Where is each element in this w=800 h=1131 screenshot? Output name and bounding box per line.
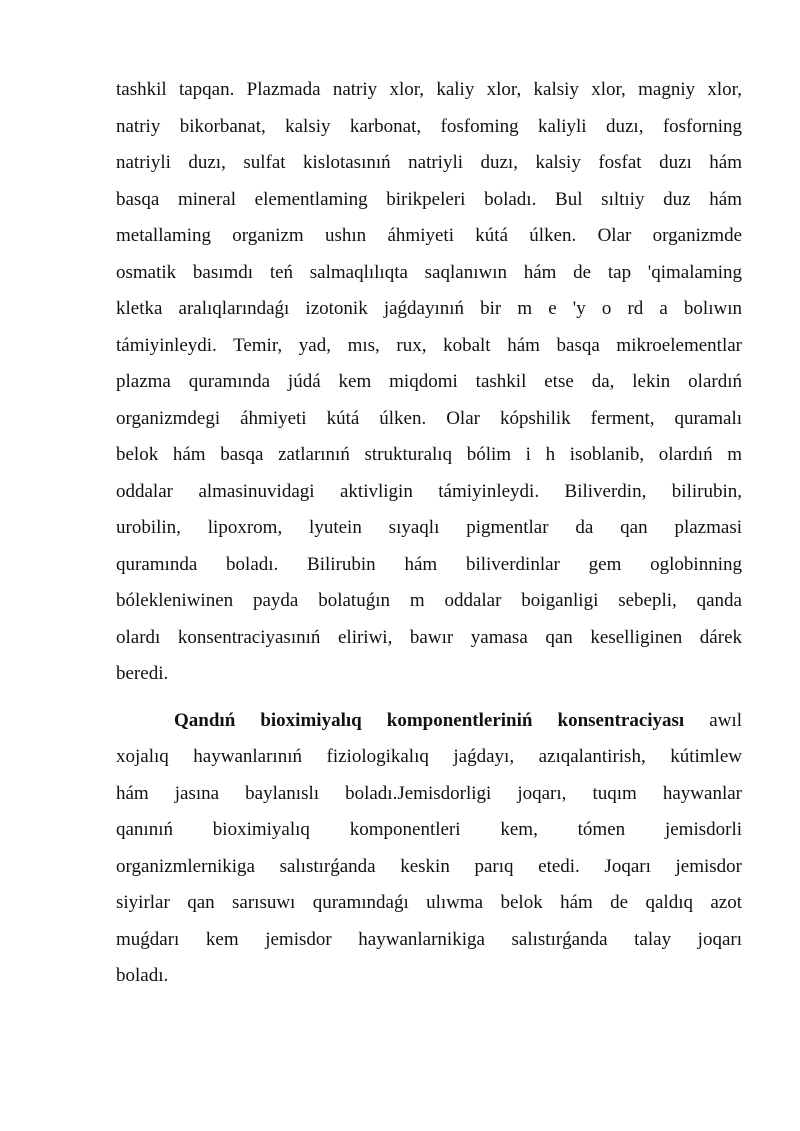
text-line: qanınıń bioximiyalıq komponentleri kem, tómen jemisdorli <box>116 819 742 840</box>
text-line: oddalar almasinuvidagi aktivligin támiyinleydi. Biliverdin, bilirubin, <box>116 480 742 502</box>
bold-term: Qandıń bioximiyalıq komponentleriniń konsentraciyası <box>174 709 685 731</box>
text-line: organizmlernikiga salıstırǵanda keskin parıq etedi. Joqarı jemisdor <box>116 855 742 877</box>
paragraph-minerals <box>116 72 742 693</box>
text-line: hám jasına baylanıslı boladı.Jemisdorligi joqarı, tuqım haywanlar <box>116 782 742 804</box>
text-line: boladı. <box>116 965 169 986</box>
paragraph-gap <box>116 693 742 703</box>
text-line: beredi. <box>116 663 169 684</box>
text-line: organizmdegi áhmiyeti kútá úlken. Olar kópshilik ferment, quramalı <box>116 407 742 429</box>
text-line: muǵdarı kem jemisdor haywanlarnikiga salıstırǵanda talay joqarı <box>116 928 742 950</box>
document-page <box>116 72 742 995</box>
text-line: quramında boladı. Bilirubin hám biliverdinlar gem oglobinning <box>116 553 742 575</box>
text-line: olardı konsentraciyasınıń eliriwi, bawır yamasa qan keselliginen dárek <box>116 626 742 648</box>
paragraph-biochemical-components <box>116 703 742 995</box>
text-line: natriy bikorbanat, kalsiy karbonat, fosfoming kaliyli duzı, fosforning <box>116 115 742 137</box>
text-line: metallaming organizm ushın áhmiyeti kútá úlken. Olar organizmde <box>116 225 742 246</box>
text-line: kletka aralıqlarındaǵı izotonik jaǵdayınıń bir m e 'y o rd a bolıwın <box>116 298 742 319</box>
text-line: plazma quramında júdá kem miqdomi tashkil etse da, lekin olardıń <box>116 371 742 392</box>
text-line: bólekleniwinen payda bolatuǵın m oddalar boiganligi sebepli, qanda <box>116 590 742 611</box>
text-line: osmatik basımdı teń salmaqlılıqta saqlanıwın hám de tap 'qimalaming <box>116 261 742 283</box>
text-line: támiyinleydi. Temir, yad, mıs, rux, kobalt hám basqa mikroelementlar <box>116 334 742 356</box>
text-fragment: awıl <box>684 709 742 731</box>
text-line: tashkil tapqan. Plazmada natriy xlor, kaliy xlor, kalsiy xlor, magniy xlor, <box>116 79 742 100</box>
text-line: siyirlar qan sarısuwı quramındaǵı ulıwma belok hám de qaldıq azot <box>116 892 742 913</box>
text-line: natriyli duzı, sulfat kislotasınıń natriyli duzı, kalsiy fosfat duzı hám <box>116 152 742 173</box>
paragraph-first-line <box>116 703 742 740</box>
text-line: urobilin, lipoxrom, lyutein sıyaqlı pigmentlar da qan plazmasi <box>116 517 742 538</box>
text-line: belok hám basqa zatlarınıń strukturalıq bólim i h isoblanib, olardıń m <box>116 444 742 465</box>
text-line: basqa mineral elementlaming birikpeleri boladı. Bul sıltıiy duz hám <box>116 188 742 210</box>
text-line: xojalıq haywanlarınıń fiziologikalıq jaǵdayı, azıqalantirish, kútimlew <box>116 746 742 767</box>
